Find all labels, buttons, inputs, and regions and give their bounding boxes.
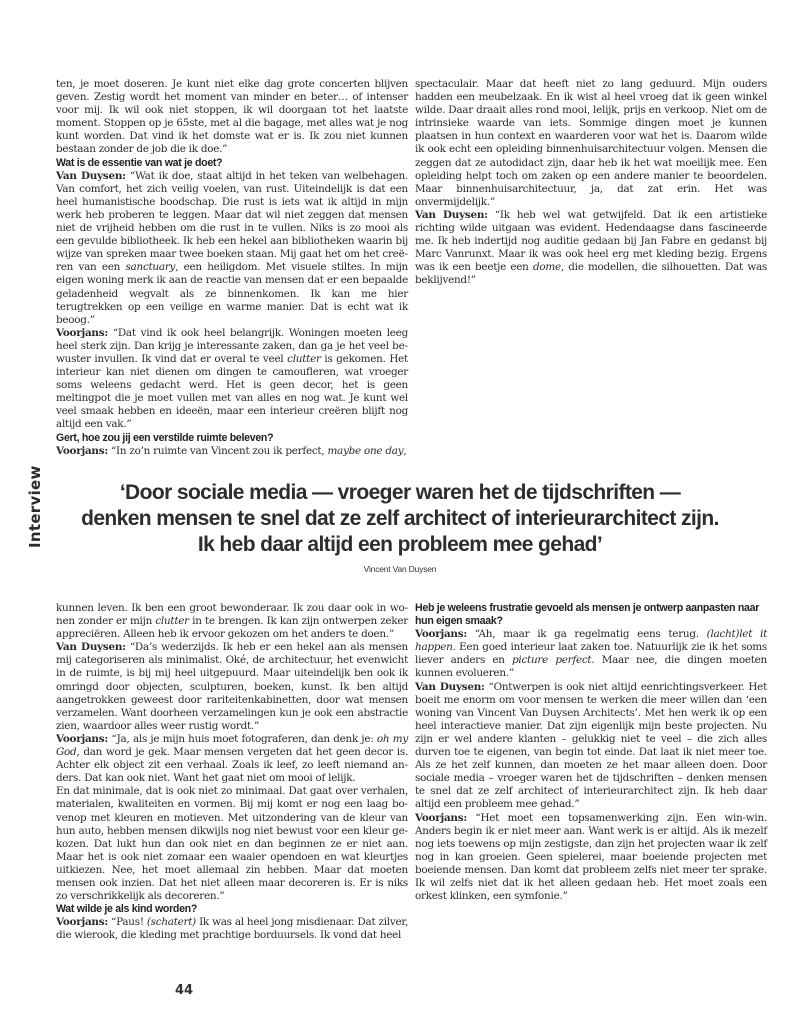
page-number: 44 bbox=[175, 983, 194, 998]
emphasis-text: sanctuary bbox=[125, 261, 176, 274]
section-label: Interview bbox=[26, 465, 44, 548]
emphasis-text: (lacht) bbox=[706, 628, 740, 641]
pull-quote-line: denken mensen te snel dat ze zelf architect of interieurarchitect zijn. bbox=[81, 507, 719, 530]
emphasis-text: picture perfect bbox=[512, 654, 592, 667]
speaker-name: Voorjans: bbox=[56, 732, 108, 745]
speaker-name: Voorjans: bbox=[56, 444, 108, 457]
interview-answer: Van Duysen: “Wat ik doe, staat altijd in het teken van welbehagen. Van comfort, het zich veilig voelen, van rust. Uiteindelijk is dat een heel humanistische boodschap. Die rust is iets wat ik altijd in mijn werk heb proberen te leggen. Maar dat wil niet zeggen dat mensen niet de vrijheid hebben om die rust in te vullen. Niks is zo mooi als een gevulde bibliotheek. Ik heb een hekel aan bibliotheken waarin bij wijze van spreken maar twee boeken staan. Mij gaat het om het creëren van een sanctuary, een heiligdom. Met visuele stiltes. In mijn eigen woning merk ik aan de reactie van mensen dat er een bepaalde geladenheid wegvalt als ze binnenkomen. Ik kan me hier terugtrekken op een veilige en warme manier. Dat is echt wat ik beoog.” bbox=[56, 169, 408, 326]
interview-answer: Van Duysen: “Ontwerpen is ook niet altijd eenrichtingsverkeer. Het boeit me enorm om voor mensen te werken die meer willen dan ‘een woning van Vincent Van Duysen Architects’. Met hen werk ik op een heel interactieve manier. Dat zijn eigenlijk mijn beste projecten. Nu zijn er wel andere klanten – gelukkig niet te veel – die zich alles durven toe te eigenen, van begin tot einde. Dat laat ik niet meer toe. Als ze het zelf kunnen, dan moeten ze het maar alleen doen. Door sociale media – vroeger waren het de tijdschriften – denken mensen te snel dat ze zelf architect of interieurarchitect zijn. Ik heb daar altijd een probleem mee gehad.” bbox=[415, 680, 768, 811]
paragraph: En dat minimale, dat is ook niet zo minimaal. Dat gaat over verhalen, materialen, kwaliteiten en vormen. Bij mij komt er nog een laag bovenop met kleuren en motieven. Met uitzondering van de kleur van hun auto, hebben mensen dikwijls nog niet bewust voor een kleur gekozen. Dat lukt hun dan ook niet en dan beginnen ze er niet aan. Maar het is ook niet zomaar een waaier opendoen en wat kleurtjes uitkiezen. Nee, het moet allemaal zin hebben. Maar dat moeten mensen ook inzien. Dat het niet alleen maar decoreren is. Er is niks zo verschrikkelijk als decoreren.” bbox=[56, 785, 408, 903]
emphasis-text: (schatert) bbox=[146, 916, 196, 929]
interview-answer: Voorjans: “Dat vind ik ook heel belangrijk. Woningen moeten leeg heel sterk zijn. Dan krijg je interessante zaken, dan ga je het veel bewuster invullen. Ik vind dat er overal te veel clutter is gekomen. Het interieur kan niet dienen om dingen te camoufleren, wat vroeger soms weleens gedacht werd. Het is geen decor, het is geen meltingpot die je moet vullen met van alles en nog wat. Je kunt wel veel smaak hebben en ideeën, maar een interieur creëren blijft nog altijd een vak.” bbox=[56, 326, 408, 431]
article-column-1 bbox=[56, 78, 408, 458]
interview-question: Wat wilde je als kind worden? bbox=[56, 903, 198, 916]
pull-quote-line: ‘Door sociale media — vroeger waren het de tijdschriften — bbox=[119, 481, 681, 504]
article-column-3 bbox=[56, 602, 408, 942]
interview-answer: Voorjans: “Het moet een topsamenwerking zijn. Een win-win. Anders begin ik er niet meer aan. Want werk is er altijd. Als ik mezelf nog iets toewens op mijn zestigste, dan zijn het projecten waar ik zelf nog in kan groeien. Geen spielerei, maar boeiende projecten met boeiende mensen. Dan komt dat probleem zelfs niet meer ter sprake. Ik wil zelfs niet dat ik het alleen gedaan heb. Het moet zoals een orkest klinken, een symfonie.” bbox=[415, 811, 767, 903]
emphasis-text: let it happen bbox=[415, 628, 767, 654]
emphasis-text: clutter bbox=[155, 615, 189, 628]
interview-question: Heb je weleens frustratie gevoeld als mensen je ontwerp aanpasten naar hun eigen smaak? bbox=[415, 602, 760, 628]
interview-answer: Voorjans: “Ah, maar ik ga regelmatig eens terug. (lacht)let it happen. Een goed interieur laat zaken toe. Natuurlijk zie ik het soms liever anders en picture perfect. Maar nee, die dingen moeten kunnen evolueren.” bbox=[415, 628, 767, 680]
interview-answer: Voorjans: “In zo’n ruimte van Vincent zou ik perfect, maybe one day, bbox=[56, 444, 407, 457]
emphasis-text: clutter bbox=[287, 352, 321, 365]
emphasis-text: maybe one day bbox=[327, 444, 404, 457]
speaker-name: Voorjans: bbox=[56, 916, 108, 929]
pull-quote-line: Ik heb daar altijd een probleem mee gehad’ bbox=[197, 533, 603, 556]
pull-quote bbox=[70, 480, 730, 558]
interview-answer: Voorjans: “Paus! (schatert) Ik was al heel jong misdienaar. Dat zilver, die wierook, die kleding met prachtige borduursels. Ik vond dat heel bbox=[56, 916, 408, 942]
paragraph: ten, je moet doseren. Je kunt niet elke dag grote concerten blijven geven. Zestig wordt het moment van minder en beter… of intenser voor mij. Ik wil ook niet stoppen, ik wil doorgaan tot het laatste moment. Stoppen op je 65ste, met al die bagage, met alles wat je nog kunt worden. Dat vind ik het domste wat er is. Ik zou niet kunnen bestaan zonder de job die ik doe.” bbox=[56, 78, 408, 156]
interview-answer: Van Duysen: “Da’s wederzijds. Ik heb er een hekel aan als mensen mij categoriseren als minimalist. Oké, de architectuur, het evenwicht in de ruimte, is bij mij heel uitgepuurd. Maar uiteindelijk ben ook ik omringd door objecten, sculpturen, boeken, kunst. Ik ben altijd aangetrokken geweest door rariteitenkabinetten, door wat mensen verzamelen. Want doorheen verzamelingen kun je ook een abstractie zien, waardoor alles weer rustig wordt.” bbox=[56, 641, 408, 732]
speaker-name: Van Duysen: bbox=[415, 680, 485, 693]
interview-question: Gert, hoe zou jij een verstilde ruimte beleven? bbox=[56, 431, 274, 444]
speaker-name: Van Duysen: bbox=[415, 208, 488, 221]
pull-quote-attribution: Vincent Van Duysen bbox=[363, 564, 437, 574]
article-column-4 bbox=[415, 602, 767, 903]
emphasis-text: oh my God bbox=[56, 732, 408, 759]
paragraph: kunnen leven. Ik ben een groot bewonderaar. Ik zou daar ook in wonen zonder er mijn clutter in te brengen. Ik kan zijn ontwerpen zeker appreciëren. Alleen heb ik ervoor gekozen om het anders te doen.” bbox=[56, 602, 408, 641]
interview-answer: Van Duysen: “Ik heb wel wat getwijfeld. Dat ik een artistieke richting wilde uitgaan was evident. Hedendaagse dans fascineerde me. Ik heb indertijd nog auditie gedaan bij Jan Fabre en gedanst bij Marc Vanrunxt. Maar ik was ook heel erg met kleding bezig. Ergens was ik een beetje een dome, die modellen, die silhouetten. Dat was beklijvend!” bbox=[415, 208, 767, 287]
speaker-name: Voorjans: bbox=[56, 326, 108, 339]
interview-question: Wat is de essentie van wat je doet? bbox=[56, 156, 223, 169]
speaker-name: Voorjans: bbox=[415, 811, 467, 824]
speaker-name: Voorjans: bbox=[415, 628, 467, 641]
speaker-name: Van Duysen: bbox=[56, 641, 126, 654]
paragraph: spectaculair. Maar dat heeft niet zo lang geduurd. Mijn ouders hadden een meubelzaak. En ik wist al heel vroeg dat ik geen winkel wilde. Daar draait alles rond mooi, lelijk, prijs en verkoop. Niet om de intrinsieke waarde van iets. Sommige dingen moet je kunnen plaatsen in hun context en waarderen voor wat het is. Daarom wilde ik ook echt een opleiding binnenhuisarchitectuur volgen. Mensen die zeggen dat ze autodidact zijn, daar heb ik het wat moeilijk mee. Een opleiding helpt toch om zaken op een andere manier te beoordelen. Maar binnenhuisarchitectuur, ja, dat zat erin. Het was onvermijdelijk.” bbox=[415, 78, 767, 208]
speaker-name: Van Duysen: bbox=[56, 169, 126, 182]
article-column-2 bbox=[415, 78, 767, 288]
emphasis-text: dome bbox=[532, 261, 561, 274]
interview-answer: Voorjans: “Ja, als je mijn huis moet fotograferen, dan denk je: oh my God, dan word je gek. Maar mensen vergeten dat het geen decor is. Achter elk object zit een verhaal. Zoals ik leef, zo leeft niemand anders. Dat kan ook niet. Want het gaat niet om mooi of lelijk. bbox=[56, 732, 408, 785]
